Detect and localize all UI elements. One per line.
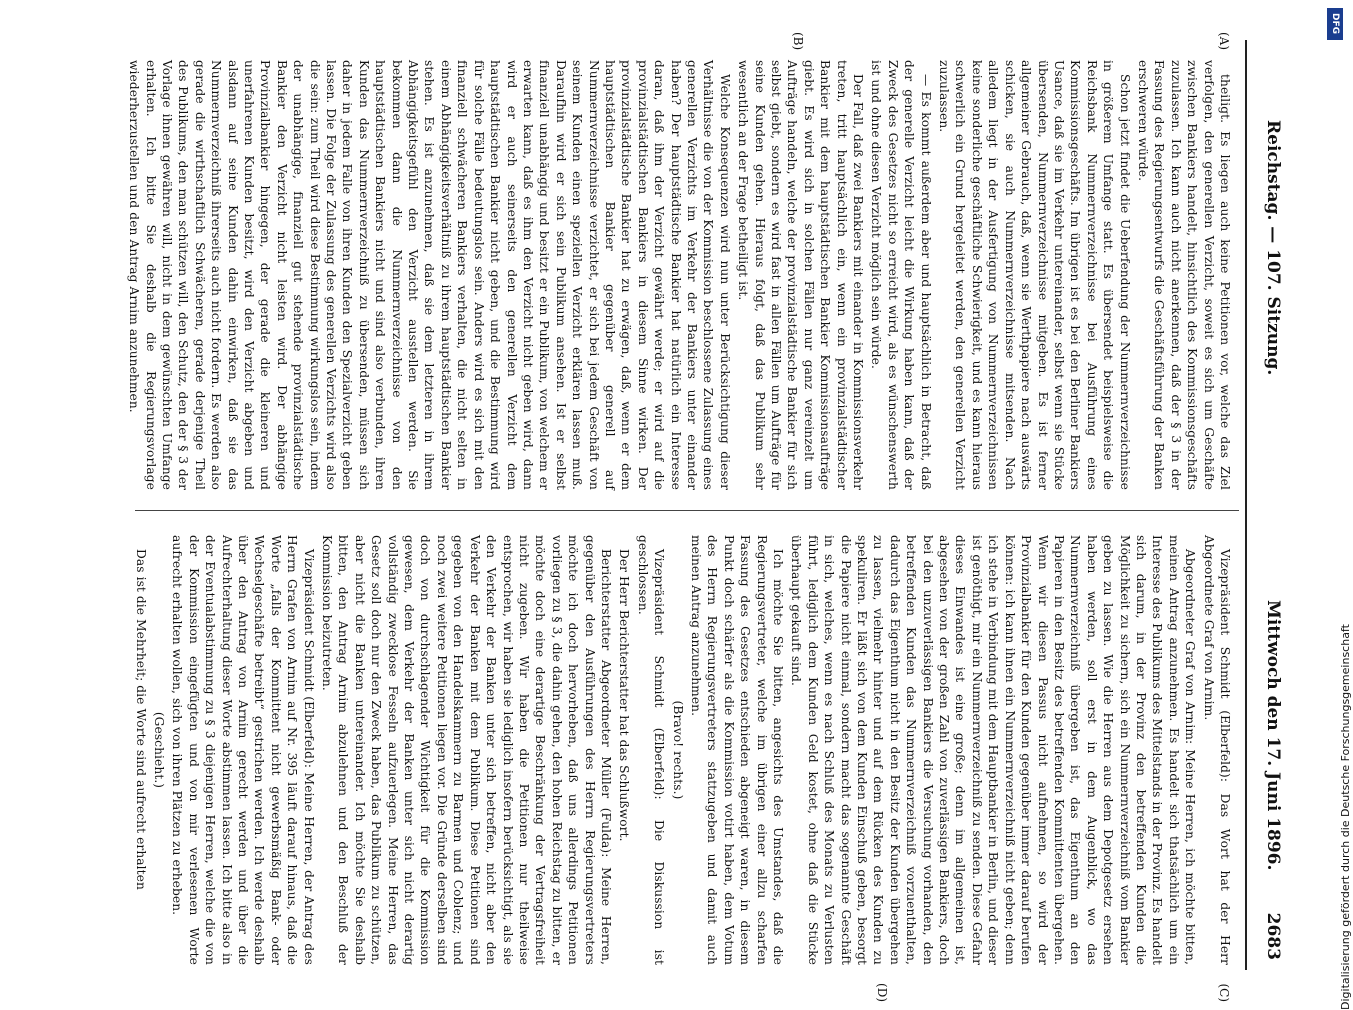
- right-column: [130, 535, 1233, 965]
- margin-label-d: (D): [875, 983, 889, 1002]
- interjection: (Bravo! rechts.): [670, 700, 685, 800]
- interjection: (Geschieht.): [152, 711, 166, 789]
- paragraph: Vizepräsident Schmidt (Elberfeld): Die Diskussion ist geschlossen.: [635, 535, 667, 965]
- dfg-logo: DFG: [1327, 8, 1343, 40]
- page-header: [1255, 40, 1283, 970]
- paragraph: Vizepräsident Schmidt (Elberfeld): Meine Herren, der Antrag des Herrn Grafen von Arnim auf Nr. 395 läuft darauf hinaus, daß die Worte „falls der Kommittent nicht gewerbsmäßig Bank- oder Wechselgeschäfte betreibt“ gestrichen werden. Ich werde deshalb über den Antrag von Arnim gerecht werden und über die Aufrechterhaltung dieser Worte abstimmen lassen. Ich bitte also in der Eventualabstimmung zu § 3 diejenigen Herren, welche die von der Kommission eingefügten und von mir verlesenen Worte aufrecht erhalten wollen, sich von ihren Plätzen zu erheben.: [170, 535, 316, 965]
- paragraph: Abgeordneter Graf von Arnim: Meine Herren, ich möchte bitten, meinen Antrag anzunehmen. Es handelt sich thatsächlich um ein Interesse des Publikums des Mittelstands in der Provinz. Es handelt sich darum, in der Provinz den betreffenden Kunden die Möglichkeit zu sichern, sich ein Nummernverzeichniß vom Bankier geben zu lassen. Wie die Herren aus dem Depotgesetz ersehen haben werden, soll erst in dem Augenblick, wo das Nummernverzeichniß übergeben ist, das Eigenthum an den Papieren in den Besitz des betreffenden Kommittenten übergehen. Wenn wir diesen Passus nicht aufnehmen, so wird der Provinzialbankier für den Kunden gegenüber immer darauf berufen können: ich kann ihnen ein Nummernverzeichniß nicht geben; denn ich stehe in Verbindung mit dem Hauptbankier in Berlin, und dieser ist genöthigt, mir ein Nummernverzeichniß zu senden. Diese Gefahr dieses Einwandes ist eine große; denn im allgemeinen ist, abgesehen von der großen Zahl von zuverlässigen Bankiers, doch bei den unzuverlässigen Bankiers die Versuchung vorhanden, den betreffenden Kunden das Nummernverzeichniß vorzuenthalten, dadurch das Eigenthum nicht in den Besitz der Kunden übergehen zu lassen, vielmehr hinter und auf dem Rücken des Kunden zu spekuliren. Er läßt sich von dem Kunden Einschuß geben, besorgt die Papiere nicht einmal, sondern macht das sogenannte Geschäft in sich, welches, wenn es nach Schluß des Monats zu Verlusten führt, lediglich dem Kunden Geld kostet, ohne daß die Stücke überhaupt gekauft sind.: [789, 535, 1198, 965]
- paragraph: — Es kommt außerdem aber und hauptsächlich in Betracht, daß der generelle Verzicht leicht die Wirkung haben kann, daß der Zweck des Gesetzes nicht so erreicht wird, als es wünschenswerth ist und ohne diesen Verzicht möglich sein würde.: [869, 60, 933, 490]
- paragraph: Ich möchte Sie bitten, angesichts des Umstandes, daß die Regierungsvertreter, welche im übrigen einer allzu scharfen Fassung des Gesetzes entschieden abgeneigt waren, in diesem Punkt doch schärfer als die Kommission votirt haben, dem Votum des Herrn Regierungsvertreters stattzugeben und damit auch meinen Antrag anzunehmen.: [689, 535, 786, 965]
- paragraph: theiligt. Es liegen auch keine Petitionen vor, welche das Ziel verfolgen, den generellen Verzicht, soweit es sich um Geschäfte zwischen Bankiers handelt, hinsichtlich des Kommissionsgeschäfts zuzulassen. Ich kann auch nicht anerkennen, daß der § 3 in der Fassung des Regierungsentwurfs die Geschäftsführung der Banken erschweren würde.: [1135, 60, 1232, 490]
- document-page: [5, 0, 1325, 1000]
- paragraph: Welche Konsequenzen wird nun unter Berücksichtigung dieser Verhältnisse die von der Kommission beschlossene Zulassung eines generellen Verzichts im Verkehr der Bankiers unter einander haben? Der hauptstädtische Bankier hat natürlich ein Interesse daran, daß ihm der Verzicht gewährt werde; er wird auf die provinzialstädtischen Bankiers in diesem Sinne wirken. Der provinzialstädtische Bankier hat zu erwägen, daß, wenn er dem hauptstädtischen Bankier gegenüber generell auf Nummernverzeichnisse verzichtet, er sich bei jedem Geschäft von seinem Kunden einen speziellen Verzicht erklären lassen muß. Daraufhin wird er sich sein Publikum ansehen. Ist er selbst finanziell unabhängig und besitzt er ein Publikum, von welchem er erwarten kann, daß es ihm den Verzicht nicht geben wird, dann wird er auch seinerseits den generellen Verzicht dem hauptstädtischen Bankier nicht geben, und die Bestimmung wird für solche Fälle bedeutungslos sein. Anders wird es sich mit den finanziell schwächeren Bankiers verhalten, die nicht selten in einem Abhängigkeitsverhältniß zu ihrem hauptstädtischen Bankier stehen. Es ist anzunehmen, daß sie dem letzteren in ihrem Abhängigkeitsgefühl den Verzicht ausstellen werden. Sie bekommen dann die Nummernverzeichnisse von den hauptstädtischen Bankiers nicht und sind also verbunden, ihren Kunden das Nummernverzeichniß zu übersenden, müssen sich daher in jedem Falle von ihren Kunden den Spezialverzicht geben lassen. Die Folge der Zulassung des generellen Verzichts wird also die sein: zum Theil wird diese Bestimmung wirkungslos sein, indem der unabhängige, finanziell gut stehende provinzialstädtische Bankier den Verzicht nicht leisten wird. Der abhängige Provinzialbankier hingegen, der gerade die kleineren und unerfahrenen Kunden besitzt, wird den Verzicht abgeben und alsdann auf seine Kunden dahin einwirken, daß sie das Nummernverzeichniß ihrerseits auch nicht fordern. Es werden also gerade die wirthschaftlich Schwächeren, gerade derjenige Theil des Publikums, den man schützen will, den Schutz, den der § 3 der Vorlage ihnen gewähren will, nicht in dem gewünschten Umfange erhalten. Ich bitte Sie deshalb die Regierungsvorlage wiederherzustellen und den Antrag Arnim anzunehmen.: [127, 60, 732, 490]
- paragraph: Schon jetzt findet die Ueberfendung der Nummernverzeichnisse in größerem Umfange statt. Es übersendet beispielsweise die Reichsbank Nummernverzeichnisse bei Ausführung eines Kommissionsgeschäfts. Im übrigen ist es bei den Berliner Bankiers Usance, daß sie im Verkehr untereinander, selbst wenn sie Stücke übersenden, Nummernverzeichnisse mitgeben. Es ist ferner allgemeiner Gebrauch, daß, wenn sie Werthpapiere nach auswärts schicken, sie auch Nummernverzeichnisse mitsenden. Nach alledem liegt in der Ausfertigung von Nummernverzeichnissen keine sonderliche geschäftliche Schwierigkeit, und es kann hieraus schwerlich ein Grund hergeleitet werden, den generellen Verzicht zuzulassen.: [937, 60, 1132, 490]
- header-session: Reichstag. — 107. Sitzung.: [1263, 120, 1283, 376]
- margin-label-b: (B): [791, 32, 805, 51]
- digitization-note-text: Digitalisierung gefördert durch die Deutsche Forschungsgemeinschaft: [1339, 624, 1352, 1010]
- column-divider: [135, 510, 1239, 511]
- page-number: 2683: [1263, 912, 1283, 960]
- paragraph: Das ist die Mehrheit; die Worte sind aufrecht erhalten: [133, 549, 148, 890]
- header-date: Mittwoch den 17. Juni 1896.: [1263, 600, 1283, 871]
- digitization-note: [1321, 10, 1352, 1010]
- paragraph: Berichterstatter Abgeordneter Müller (Fulda): Meine Herren, gegenüber den Ausführungen des Herrn Regierungsvertreters möchte ich doch hervorheben, daß uns allerdings Petitionen vorliegen zu § 3, die dahin gehen, den hohen Reichstag zu bitten, er möchte doch eine derartige Beschränkung der Vertragsfreiheit nicht zugeben. Wir haben die Petitionen nur theilweise entsprochen, wir haben sie lediglich insofern berücksichtigt, als sie den Verkehr der Banken unter sich betreffen, nicht aber den Verkehr der Banken mit dem Publikum. Diese Petitionen sind gegeben von den Handelskammern zu Barmen und Coblenz; und noch zwei weitere Petitionen liegen vor. Die Gründe derselben sind doch von durchschlagender Wichtigkeit für die Kommission gewesen, dem Verkehr der Banken unter sich nicht derartig vollständig zwecklose Fesseln aufzuerlegen. Meine Herren, das Gesetz soll doch nur den Zweck haben, das Publikum zu schützen, aber nicht die Banken untereinander. Ich möchte Sie deshalb bitten, den Antrag Arnim abzulehnen und den Beschluß der Kommission beizutreten.: [320, 535, 613, 965]
- paragraph: Der Herr Berichterstatter hat das Schlußwort.: [617, 549, 632, 842]
- margin-label-a: (A): [1217, 32, 1231, 51]
- left-column: [124, 60, 1233, 490]
- margin-label-c: (C): [1217, 983, 1231, 1002]
- paragraph: Der Fall, daß zwei Bankiers mit einander in Kommissionsverkehr treten, tritt hauptsächlich ein, wenn ein provinzialstädtischer Bankier mit dem hauptstädtischen Bankier Kommissionsaufträge giebt. Es wird sich in solchen Fällen nur ganz vereinzelt um Aufträge handeln, welche der provinzialstädtische Bankier für sich selbst giebt, sondern es wird fast in allen Fällen um Aufträge für seine Kunden gehen. Hieraus folgt, daß das Publikum sehr wesentlich an der Frage betheiligt ist.: [736, 60, 866, 490]
- header-rule: [1245, 40, 1247, 970]
- paragraph: Vizepräsident Schmidt (Elberfeld): Das Wort hat der Herr Abgeordnete Graf von Arnim.: [1201, 535, 1232, 965]
